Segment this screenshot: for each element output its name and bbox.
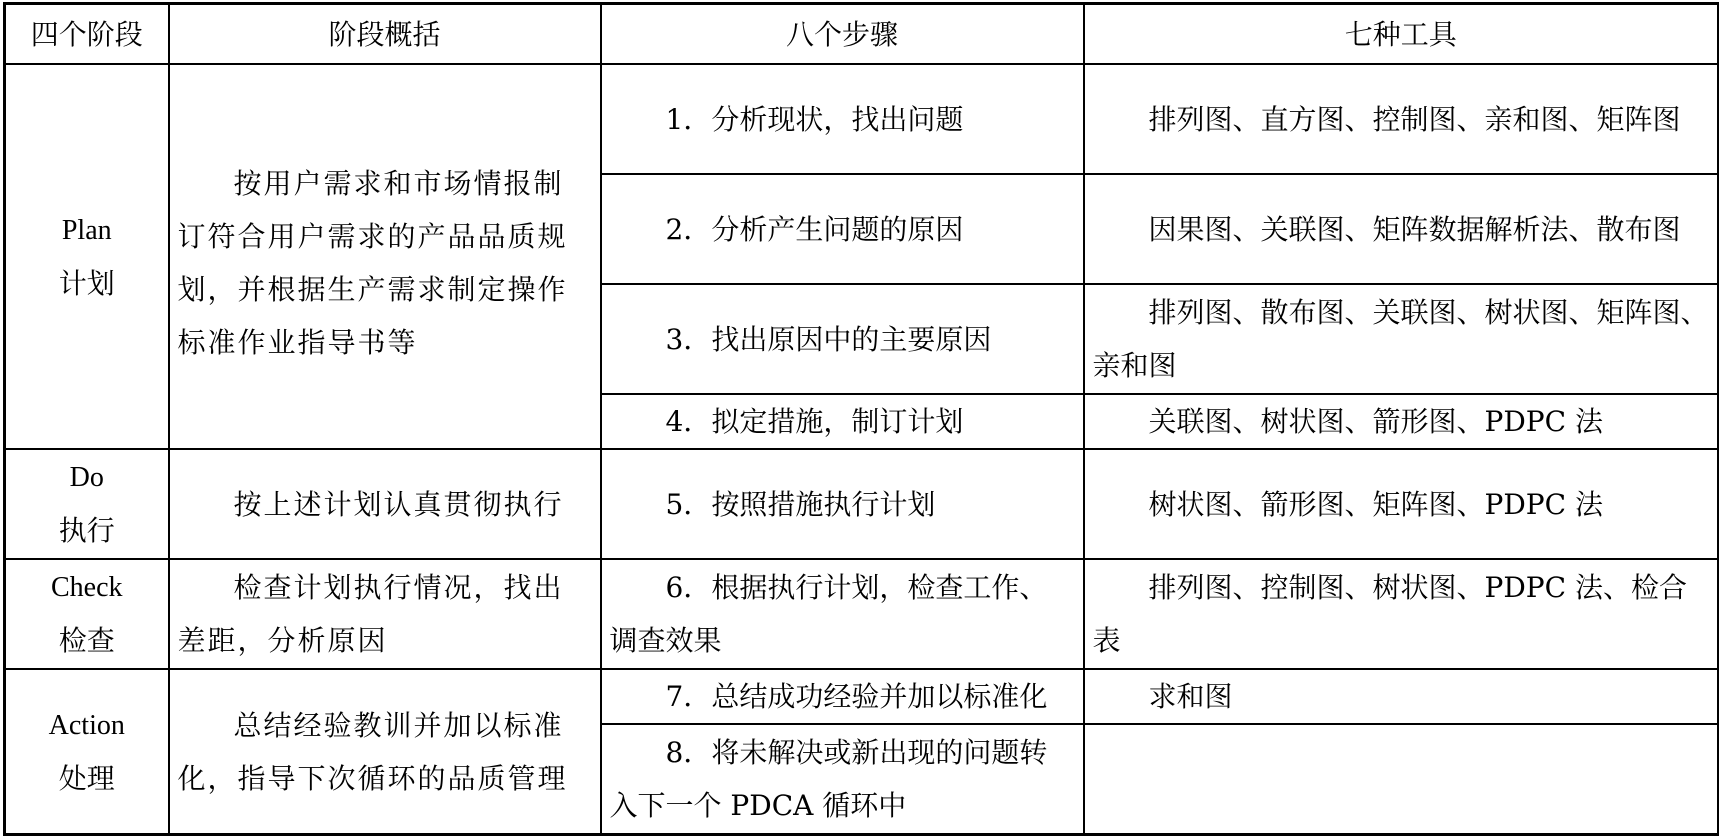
- stage-check-en: Check: [50, 572, 123, 604]
- step-2: 2．分析产生问题的原因: [601, 174, 1084, 284]
- header-stages: 四个阶段: [5, 4, 169, 65]
- tools-4: 关联图、树状图、箭形图、PDPC 法: [1084, 394, 1719, 449]
- stage-plan-en: Plan: [61, 214, 112, 246]
- table-row: [5, 64, 1719, 174]
- stage-do: [5, 449, 169, 559]
- stage-do-zh: 执行: [58, 514, 115, 548]
- pdca-table: [3, 2, 1719, 836]
- tools-5: 树状图、箭形图、矩阵图、PDPC 法: [1084, 449, 1719, 559]
- step-4: 4．拟定措施，制订计划: [601, 394, 1084, 449]
- tools-1: 排列图、直方图、控制图、亲和图、矩阵图: [1084, 64, 1719, 174]
- tools-7: 求和图: [1084, 669, 1719, 724]
- step-3: 3．找出原因中的主要原因: [601, 284, 1084, 394]
- stage-plan-zh: 计划: [58, 266, 115, 300]
- header-row: [5, 4, 1719, 65]
- stage-check-zh: 检查: [58, 624, 115, 658]
- table-row: [5, 449, 1719, 559]
- table-row: [5, 669, 1719, 724]
- stage-plan: [5, 64, 169, 449]
- step-5: 5．按照措施执行计划: [601, 449, 1084, 559]
- step-8: 8．将未解决或新出现的问题转入下一个 PDCA 循环中: [601, 724, 1084, 834]
- tools-6: 排列图、控制图、树状图、PDPC 法、检合表: [1084, 559, 1719, 669]
- tools-2: 因果图、关联图、矩阵数据解析法、散布图: [1084, 174, 1719, 284]
- table-row: [5, 559, 1719, 669]
- stage-action: [5, 669, 169, 834]
- step-7: 7．总结成功经验并加以标准化: [601, 669, 1084, 724]
- stage-action-en: Action: [48, 709, 125, 741]
- step-1: 1．分析现状，找出问题: [601, 64, 1084, 174]
- step-6: 6．根据执行计划，检查工作、调查效果: [601, 559, 1084, 669]
- stage-do-en: Do: [69, 462, 104, 494]
- summary-action: 总结经验教训并加以标准化，指导下次循环的品质管理: [169, 669, 601, 834]
- stage-action-zh: 处理: [58, 761, 115, 795]
- header-tools: 七种工具: [1084, 4, 1719, 65]
- header-summary: 阶段概括: [169, 4, 601, 65]
- summary-plan: 按用户需求和市场情报制订符合用户需求的产品品质规划，并根据生产需求制定操作标准作业指导书等: [169, 64, 601, 449]
- tools-3: 排列图、散布图、关联图、树状图、矩阵图、亲和图: [1084, 284, 1719, 394]
- stage-check: [5, 559, 169, 669]
- summary-do: 按上述计划认真贯彻执行: [169, 449, 601, 559]
- header-steps: 八个步骤: [601, 4, 1084, 65]
- tools-8: [1084, 724, 1719, 834]
- summary-check: 检查计划执行情况，找出差距，分析原因: [169, 559, 601, 669]
